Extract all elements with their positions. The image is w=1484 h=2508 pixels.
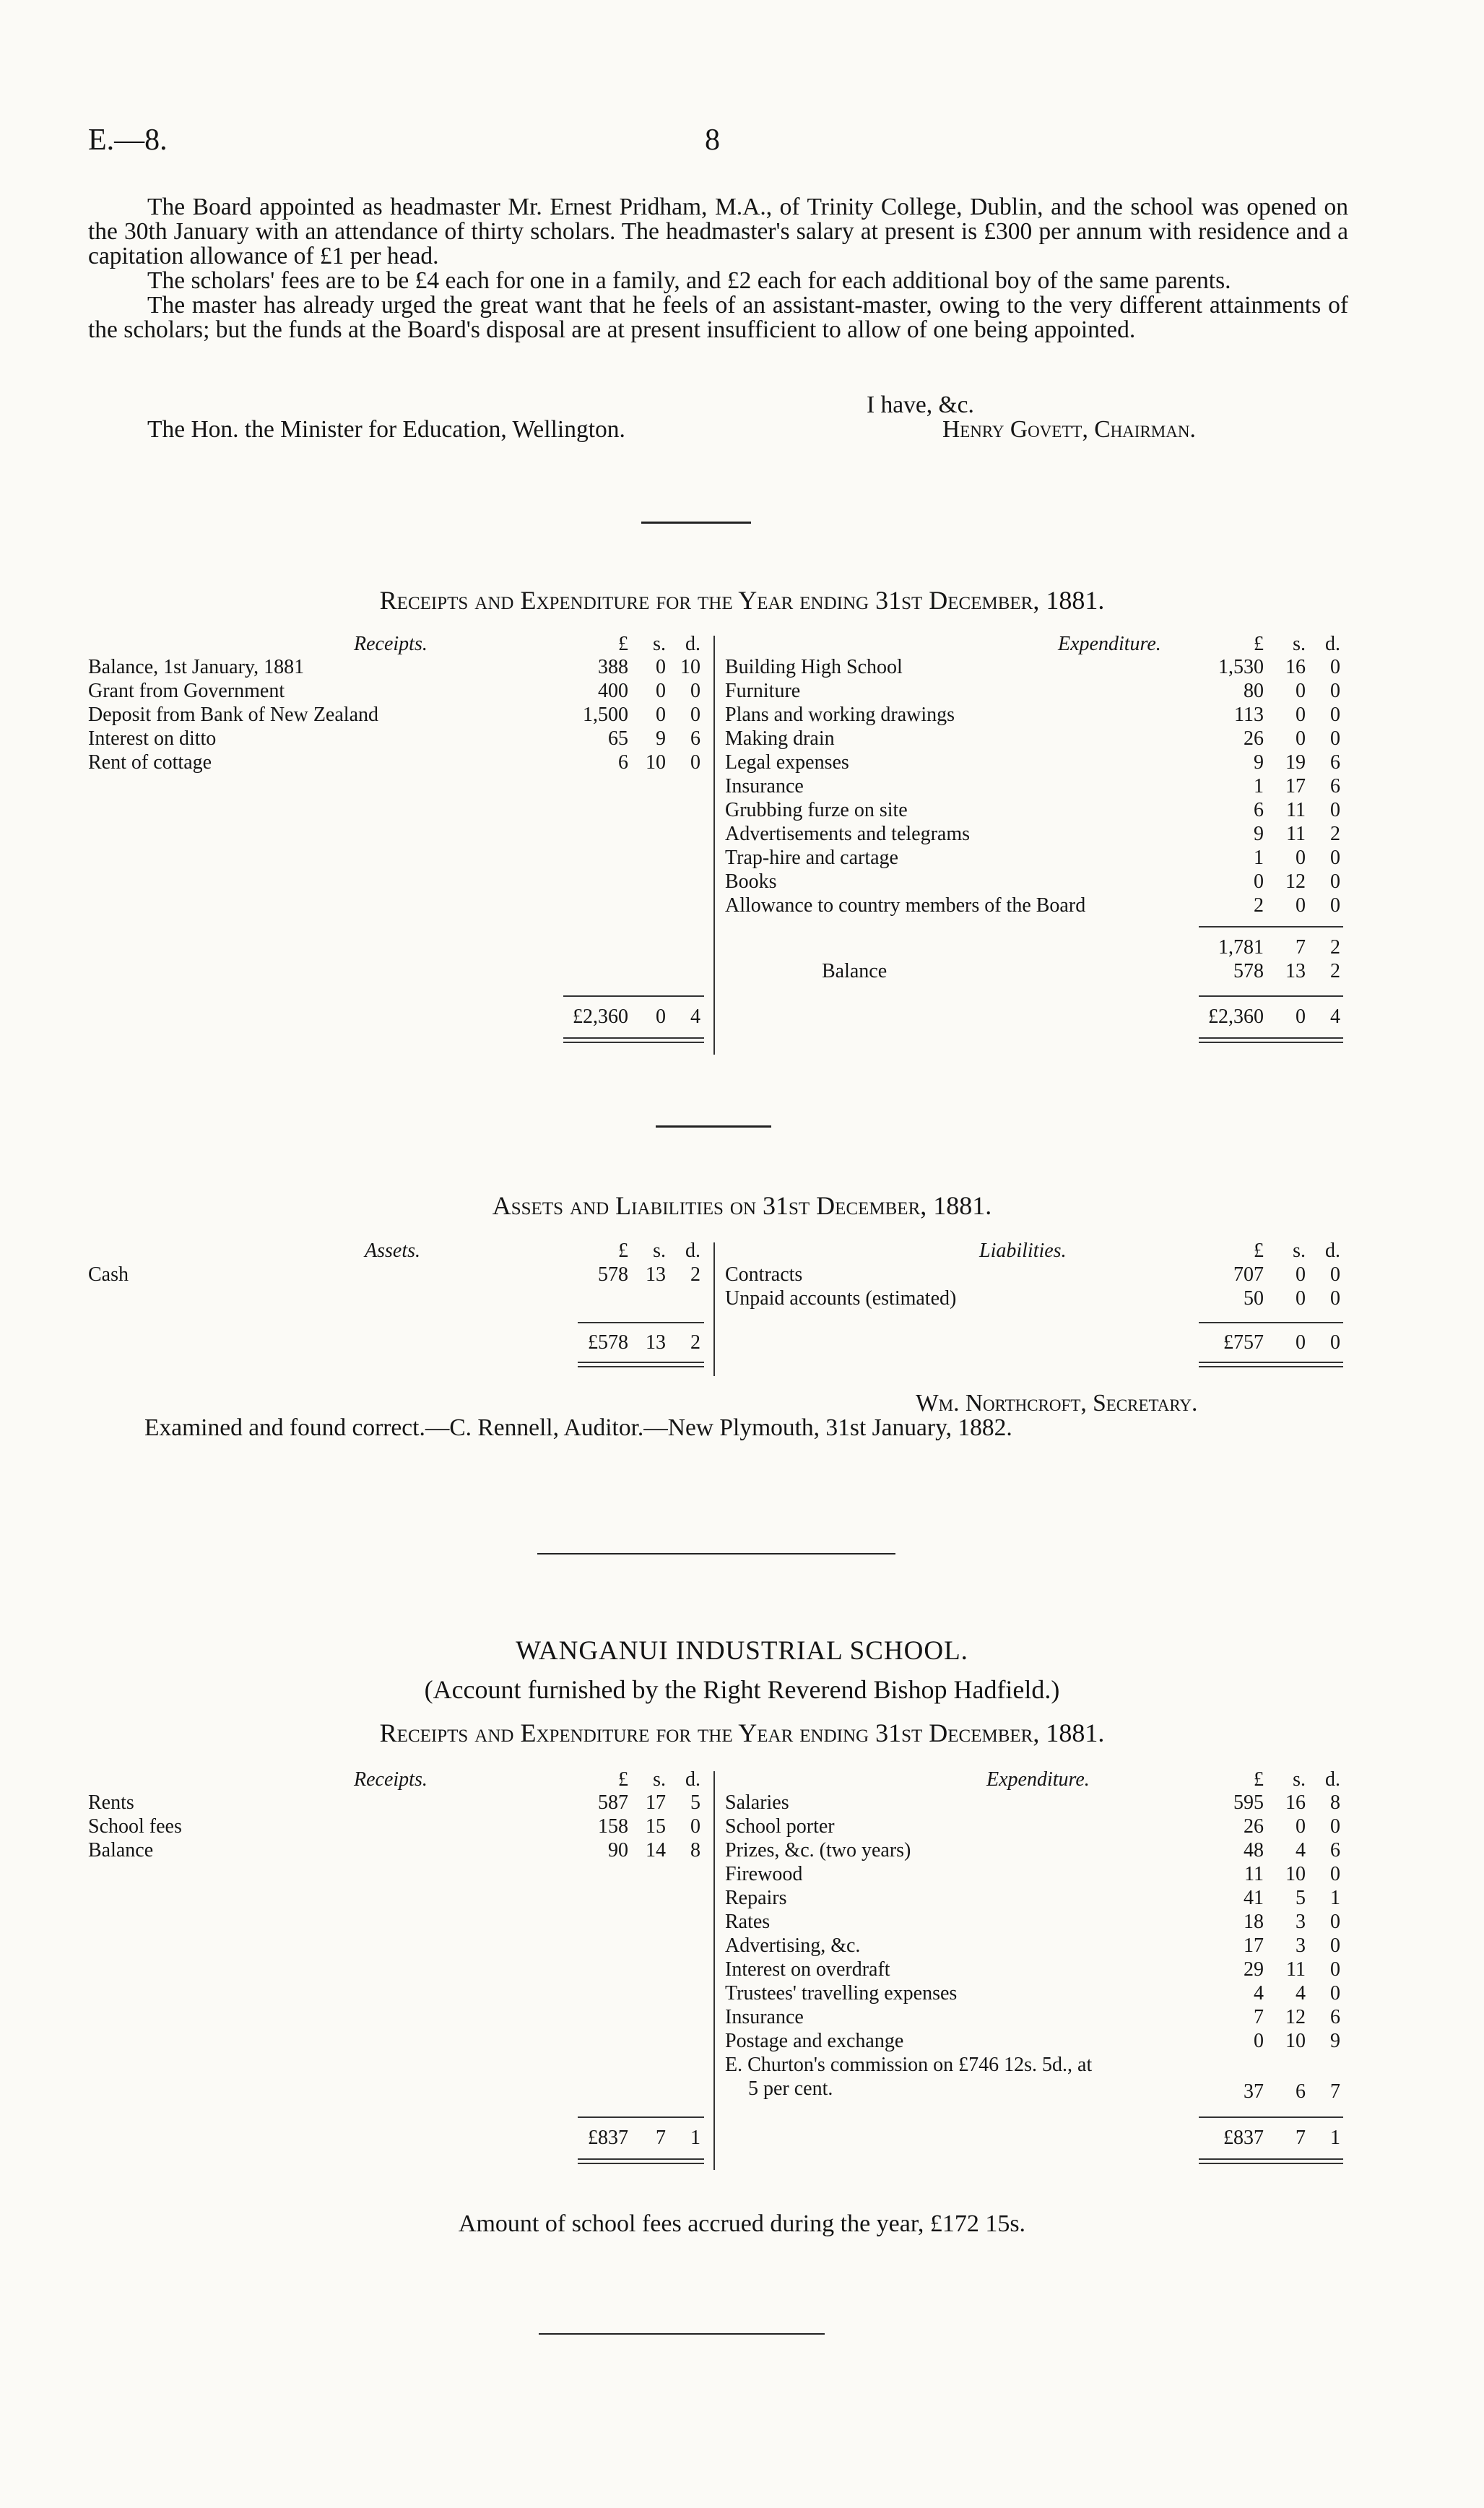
total-right-pence: 0 xyxy=(1330,1331,1340,1354)
total-right-shillings: 7 xyxy=(1296,2127,1306,2149)
expenditure-shillings: 17 xyxy=(1285,775,1306,797)
total-rule-right xyxy=(1199,2116,1343,2118)
receipt-label: Interest on ditto xyxy=(88,727,217,750)
expenditure-pence: 0 xyxy=(1330,870,1340,893)
total-left-pence: 4 xyxy=(690,1006,700,1028)
liability-label: Unpaid accounts (estimated) xyxy=(725,1287,957,1310)
col-pounds: £ xyxy=(618,633,628,655)
total-double-rule-left xyxy=(563,1037,704,1043)
total-right-pence: 4 xyxy=(1330,1006,1340,1028)
expenditure-label: Making drain xyxy=(725,727,835,750)
asset-label: Cash xyxy=(88,1263,129,1286)
total-double-rule-left xyxy=(578,2158,704,2164)
account-divider xyxy=(713,636,715,1055)
col-shillings-right: s. xyxy=(1293,1768,1306,1791)
balance-label: Balance xyxy=(822,960,888,982)
expenditure-pounds: 1 xyxy=(1254,847,1264,869)
commission-label-line-1: E. Churton's commission on £746 12s. 5d., at xyxy=(725,2054,1093,2076)
expenditure-pence: 0 xyxy=(1330,1863,1340,1885)
school-fees-note: Amount of school fees accrued during the year, £172 15s. xyxy=(458,2210,1026,2237)
expenditure-pounds: 9 xyxy=(1254,751,1264,774)
col-shillings-right: s. xyxy=(1293,1240,1306,1262)
expenditure-pence: 6 xyxy=(1330,1839,1340,1861)
subtotal-rule xyxy=(1199,926,1343,927)
expenditure-pence: 0 xyxy=(1330,727,1340,750)
receipt-shillings: 0 xyxy=(656,704,666,726)
balance-shillings: 13 xyxy=(1285,960,1306,982)
expenditure-pounds: 595 xyxy=(1233,1791,1264,1814)
receipt-pence: 0 xyxy=(690,1815,700,1838)
expenditure-label: Advertising, &c. xyxy=(725,1934,861,1957)
receipt-pounds: 587 xyxy=(598,1791,628,1814)
expenditure-pence: 0 xyxy=(1330,799,1340,821)
examined-note: Examined and found correct.—C. Rennell, Auditor.—New Plymouth, 31st January, 1882. xyxy=(144,1414,1012,1441)
expenditure-pence: 9 xyxy=(1330,2030,1340,2052)
expenditure-shillings: 4 xyxy=(1296,1982,1306,2005)
total-double-rule-left xyxy=(578,1362,704,1367)
receipt-label: Balance xyxy=(88,1839,154,1861)
expenditure-pounds: 80 xyxy=(1244,680,1264,702)
receipt-shillings: 10 xyxy=(646,751,666,774)
expenditure-pence: 0 xyxy=(1330,1958,1340,1981)
expenditure-label: Firewood xyxy=(725,1863,803,1885)
expenditure-label: Books xyxy=(725,870,777,893)
expenditure-label: Trap-hire and cartage xyxy=(725,847,898,869)
receipt-label: School fees xyxy=(88,1815,182,1838)
expenditure-pounds: 41 xyxy=(1244,1887,1264,1909)
wanganui-subtitle: (Account furnished by the Right Reverend Bishop Hadfield.) xyxy=(424,1675,1060,1704)
page-reference: E.—8. xyxy=(88,124,168,157)
receipt-label: Deposit from Bank of New Zealand xyxy=(88,704,378,726)
receipt-label: Rent of cottage xyxy=(88,751,212,774)
commission-label-line-2: 5 per cent. xyxy=(748,2077,833,2100)
col-shillings: s. xyxy=(653,633,666,655)
expenditure-label: Salaries xyxy=(725,1791,789,1814)
expenditure-pence: 0 xyxy=(1330,1982,1340,2005)
intro-paragraph-3: The master has already urged the great want that he feels of an assistant-master, owing to the very different attainments of the scholars; but the funds at the Board's disposal are at present insufficient to allow of one being appointed. xyxy=(88,292,1348,343)
asset-shillings: 13 xyxy=(646,1263,666,1286)
col-pounds: £ xyxy=(618,1240,628,1262)
col-pounds-right: £ xyxy=(1254,1768,1264,1791)
receipt-pounds: 400 xyxy=(598,680,628,702)
section-divider xyxy=(656,1125,771,1128)
intro-paragraph-2: The scholars' fees are to be £4 each for one in a family, and £2 each for each additional boy of the same parents. xyxy=(147,267,1231,294)
expenditure-label: Advertisements and telegrams xyxy=(725,823,971,845)
col-shillings-right: s. xyxy=(1293,633,1306,655)
expenditure-shillings: 0 xyxy=(1296,1815,1306,1838)
total-left-shillings: 0 xyxy=(656,1006,666,1028)
secretary-signature: Wm. Northcroft, Secretary. xyxy=(916,1390,1198,1417)
receipt-pounds: 65 xyxy=(608,727,628,750)
subtotal-pence: 2 xyxy=(1330,936,1340,959)
expenditure-pence: 0 xyxy=(1330,847,1340,869)
col-pounds-right: £ xyxy=(1254,1240,1264,1262)
expenditure-pounds: 7 xyxy=(1254,2006,1264,2028)
expenditure-label: Furniture xyxy=(725,680,801,702)
chairman-signature: Henry Govett, Chairman. xyxy=(942,416,1196,443)
expenditure-pence: 1 xyxy=(1330,1887,1340,1909)
section-divider xyxy=(537,1553,895,1554)
receipt-label: Rents xyxy=(88,1791,134,1814)
receipt-pence: 0 xyxy=(690,704,700,726)
receipt-shillings: 9 xyxy=(656,727,666,750)
expenditure-pounds: 26 xyxy=(1244,1815,1264,1838)
receipt-label: Grant from Government xyxy=(88,680,285,702)
expenditure-pounds: 6 xyxy=(1254,799,1264,821)
receipt-shillings: 17 xyxy=(646,1791,666,1814)
expenditure-pence: 0 xyxy=(1330,656,1340,678)
expenditure-label: Prizes, &c. (two years) xyxy=(725,1839,911,1861)
expenditure-shillings: 11 xyxy=(1286,1958,1306,1981)
expenditure-shillings: 12 xyxy=(1285,2006,1306,2028)
col-pence: d. xyxy=(685,1768,700,1791)
addressee-text: The Hon. the Minister for Education, Wellington. xyxy=(147,416,625,443)
expenditure-shillings: 0 xyxy=(1296,847,1306,869)
expenditure-label: Building High School xyxy=(725,656,903,678)
expenditure-pounds: 9 xyxy=(1254,823,1264,845)
receipt-pence: 5 xyxy=(690,1791,700,1814)
expenditure-shillings: 5 xyxy=(1296,1887,1306,1909)
expenditure-shillings: 0 xyxy=(1296,704,1306,726)
expenditure-pounds: 1 xyxy=(1254,775,1264,797)
liabilities-heading: Liabilities. xyxy=(979,1240,1067,1262)
total-rule-left xyxy=(563,995,704,997)
expenditure-pence: 0 xyxy=(1330,1934,1340,1957)
intro-text xyxy=(88,195,1348,342)
expenditure-shillings: 10 xyxy=(1285,2030,1306,2052)
receipt-shillings: 14 xyxy=(646,1839,666,1861)
expenditure-shillings: 16 xyxy=(1285,1791,1306,1814)
expenditure-pence: 8 xyxy=(1330,1791,1340,1814)
expenditure-shillings: 10 xyxy=(1285,1863,1306,1885)
expenditure-heading: Expenditure. xyxy=(986,1768,1090,1791)
expenditure-shillings: 16 xyxy=(1285,656,1306,678)
total-double-rule-right xyxy=(1199,2158,1343,2164)
receipt-pence: 0 xyxy=(690,680,700,702)
expenditure-shillings: 11 xyxy=(1286,799,1306,821)
col-pounds-right: £ xyxy=(1254,633,1264,655)
total-right-pence: 1 xyxy=(1330,2127,1340,2149)
liability-pounds: 707 xyxy=(1233,1263,1264,1286)
receipt-pence: 10 xyxy=(680,656,700,678)
asset-pounds: 578 xyxy=(598,1263,628,1286)
col-pence: d. xyxy=(685,633,700,655)
total-left-pounds: £578 xyxy=(588,1331,628,1354)
expenditure-shillings: 0 xyxy=(1296,894,1306,917)
col-pence-right: d. xyxy=(1325,633,1340,655)
receipts-heading: Receipts. xyxy=(354,633,428,655)
page-number: 8 xyxy=(705,124,720,157)
total-left-pounds: £2,360 xyxy=(573,1006,628,1028)
expenditure-pounds: 11 xyxy=(1244,1863,1264,1885)
total-right-shillings: 0 xyxy=(1296,1331,1306,1354)
total-left-pence: 2 xyxy=(690,1331,700,1354)
expenditure-pence: 0 xyxy=(1330,704,1340,726)
receipt-pence: 8 xyxy=(690,1839,700,1861)
receipt-pounds: 1,500 xyxy=(583,704,628,726)
expenditure-label: Interest on overdraft xyxy=(725,1958,890,1981)
receipt-pounds: 158 xyxy=(598,1815,628,1838)
account-divider xyxy=(713,1242,715,1376)
balance-pence: 2 xyxy=(1330,960,1340,982)
subtotal-pounds: 1,781 xyxy=(1218,936,1264,959)
receipt-shillings: 0 xyxy=(656,680,666,702)
expenditure-label: Repairs xyxy=(725,1887,787,1909)
receipts-heading: Receipts. xyxy=(354,1768,428,1791)
total-right-pounds: £757 xyxy=(1223,1331,1264,1354)
expenditure-pounds: 0 xyxy=(1254,870,1264,893)
commission-pounds: 37 xyxy=(1244,2080,1264,2103)
commission-pence: 7 xyxy=(1330,2080,1340,2103)
expenditure-label: Insurance xyxy=(725,2006,804,2028)
col-pence: d. xyxy=(685,1240,700,1262)
expenditure-pounds: 2 xyxy=(1254,894,1264,917)
liability-pence: 0 xyxy=(1330,1287,1340,1310)
total-rule-right xyxy=(1199,995,1343,997)
total-right-shillings: 0 xyxy=(1296,1006,1306,1028)
expenditure-label: Allowance to country members of the Board xyxy=(725,894,1086,917)
expenditure-shillings: 4 xyxy=(1296,1839,1306,1861)
account-divider xyxy=(713,1771,715,2170)
expenditure-pounds: 26 xyxy=(1244,727,1264,750)
receipt-pounds: 6 xyxy=(618,751,628,774)
expenditure-shillings: 19 xyxy=(1285,751,1306,774)
receipts-expenditure-title: Receipts and Expenditure for the Year ending 31st December, 1881. xyxy=(379,586,1105,615)
i-have-text: I have, &c. xyxy=(867,392,974,418)
expenditure-pence: 6 xyxy=(1330,751,1340,774)
col-pence-right: d. xyxy=(1325,1768,1340,1791)
receipt-label: Balance, 1st January, 1881 xyxy=(88,656,305,678)
col-pounds: £ xyxy=(618,1768,628,1791)
asset-pence: 2 xyxy=(690,1263,700,1286)
assets-heading: Assets. xyxy=(365,1240,420,1262)
expenditure-pence: 0 xyxy=(1330,1815,1340,1838)
expenditure-label: Insurance xyxy=(725,775,804,797)
total-right-pounds: £2,360 xyxy=(1208,1006,1264,1028)
receipt-pence: 6 xyxy=(690,727,700,750)
expenditure-label: Rates xyxy=(725,1911,771,1933)
expenditure-label: Grubbing furze on site xyxy=(725,799,908,821)
liability-pounds: 50 xyxy=(1244,1287,1264,1310)
wanganui-title: WANGANUI INDUSTRIAL SCHOOL. xyxy=(516,1636,968,1666)
total-rule-right xyxy=(1199,1322,1343,1323)
receipt-pence: 0 xyxy=(690,751,700,774)
expenditure-pence: 0 xyxy=(1330,894,1340,917)
expenditure-pounds: 29 xyxy=(1244,1958,1264,1981)
total-double-rule-right xyxy=(1199,1362,1343,1367)
expenditure-pounds: 1,530 xyxy=(1218,656,1264,678)
expenditure-pounds: 0 xyxy=(1254,2030,1264,2052)
total-right-pounds: £837 xyxy=(1223,2127,1264,2149)
expenditure-pounds: 48 xyxy=(1244,1839,1264,1861)
expenditure-pence: 0 xyxy=(1330,1911,1340,1933)
total-rule-left xyxy=(578,2116,704,2118)
expenditure-label: Postage and exchange xyxy=(725,2030,904,2052)
expenditure-shillings: 12 xyxy=(1285,870,1306,893)
total-left-pounds: £837 xyxy=(588,2127,628,2149)
expenditure-pence: 6 xyxy=(1330,775,1340,797)
expenditure-pounds: 113 xyxy=(1234,704,1264,726)
section-divider xyxy=(641,522,751,524)
subtotal-shillings: 7 xyxy=(1296,936,1306,959)
receipt-shillings: 0 xyxy=(656,656,666,678)
expenditure-label: School porter xyxy=(725,1815,835,1838)
expenditure-shillings: 0 xyxy=(1296,727,1306,750)
expenditure-shillings: 3 xyxy=(1296,1911,1306,1933)
receipt-pounds: 388 xyxy=(598,656,628,678)
total-double-rule-right xyxy=(1199,1037,1343,1043)
intro-paragraph-1: The Board appointed as headmaster Mr. Ernest Pridham, M.A., of Trinity College, Dublin, and the school was opened on the 30th January with an attendance of thirty scholars. The headmaster's salary at present is £300 per annum with residence and a capitation allowance of £1 per head. xyxy=(88,194,1348,269)
liability-shillings: 0 xyxy=(1296,1287,1306,1310)
col-shillings: s. xyxy=(653,1240,666,1262)
total-rule-left xyxy=(578,1322,704,1323)
col-shillings: s. xyxy=(653,1768,666,1791)
assets-liabilities-title: Assets and Liabilities on 31st December, 1881. xyxy=(492,1191,992,1220)
expenditure-heading: Expenditure. xyxy=(1058,633,1161,655)
total-left-shillings: 13 xyxy=(646,1331,666,1354)
total-left-pence: 1 xyxy=(690,2127,700,2149)
liability-pence: 0 xyxy=(1330,1263,1340,1286)
liability-shillings: 0 xyxy=(1296,1263,1306,1286)
receipt-pounds: 90 xyxy=(608,1839,628,1861)
balance-pounds: 578 xyxy=(1233,960,1264,982)
expenditure-label: Legal expenses xyxy=(725,751,849,774)
expenditure-pounds: 4 xyxy=(1254,1982,1264,2005)
section-divider xyxy=(539,2333,825,2335)
expenditure-shillings: 3 xyxy=(1296,1934,1306,1957)
liability-label: Contracts xyxy=(725,1263,803,1286)
expenditure-pence: 2 xyxy=(1330,823,1340,845)
commission-shillings: 6 xyxy=(1296,2080,1306,2103)
expenditure-shillings: 0 xyxy=(1296,680,1306,702)
expenditure-label: Plans and working drawings xyxy=(725,704,955,726)
receipt-shillings: 15 xyxy=(646,1815,666,1838)
expenditure-pounds: 18 xyxy=(1244,1911,1264,1933)
total-left-shillings: 7 xyxy=(656,2127,666,2149)
expenditure-label: Trustees' travelling expenses xyxy=(725,1982,958,2005)
wanganui-re-title: Receipts and Expenditure for the Year ending 31st December, 1881. xyxy=(379,1718,1105,1747)
expenditure-pounds: 17 xyxy=(1244,1934,1264,1957)
expenditure-pence: 0 xyxy=(1330,680,1340,702)
expenditure-shillings: 11 xyxy=(1286,823,1306,845)
col-pence-right: d. xyxy=(1325,1240,1340,1262)
expenditure-pence: 6 xyxy=(1330,2006,1340,2028)
